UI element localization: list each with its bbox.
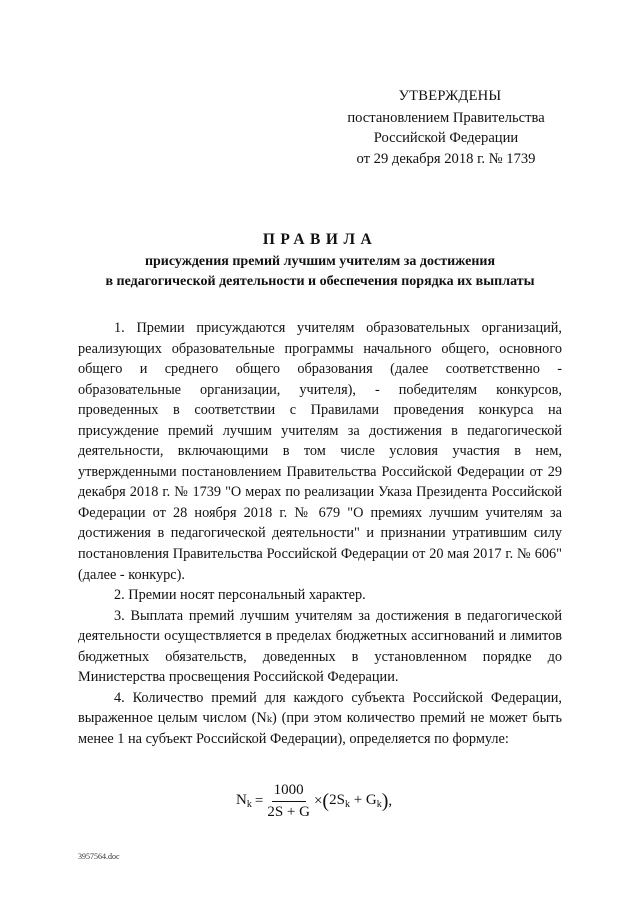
subtitle-line-1: присуждения премий лучшим учителям за достижения: [144, 254, 496, 269]
formula-term-2: + $G_k$: [349, 792, 382, 810]
footer-filename: 3957564.doc: [78, 852, 120, 861]
formula-equals: =: [254, 792, 264, 809]
approval-line-3: от 29 декабря 2018 г. № 1739: [356, 150, 536, 167]
document-subtitle: [60, 252, 580, 292]
approval-stamp: [330, 86, 562, 169]
formula-lhs: $N_k$: [236, 792, 252, 810]
document-title: ПРАВИЛА: [262, 231, 378, 248]
formula-denominator: 2S + G: [267, 803, 310, 820]
formula-numerator: 1000: [272, 782, 306, 802]
formula-term-1: $2S_k$: [329, 792, 350, 810]
approval-heading: УТВЕРЖДЕНЫ: [398, 88, 502, 104]
formula-times: ×: [313, 792, 323, 809]
formula: [236, 776, 392, 826]
formula-trailing: ,: [388, 792, 393, 809]
formula-fraction: [267, 782, 310, 821]
paragraph-1: 1. Премии присуждаются учителям образовательных организаций, реализующих образовательные программы начального общего, основного общего и среднего общего образования (далее соответственно - образовательные организации, учителя), - победителям конкурсов, проведенных в соответствии с Правилами проведения конкурса на присуждение премий лучшим учителям за достижения в педагогической деятельности, включающими в том числе условия участия в нем, утвержденными постановлением Правительства Российской Федерации от 29 декабря 2018 г. № 1739 "О мерах по реализации Указа Президента Российской Федерации от 28 ноября 2018 г. № 679 "О премиях лучшим учителям за достижения в педагогической деятельности" и признании утратившим силу постановления Правительства Российской Федерации от 20 мая 2017 г. № 606" (далее - конкурс).: [78, 320, 562, 583]
paragraph-3: 3. Выплата премий лучшим учителям за достижения в педагогической деятельности осуществляется в пределах бюджетных ассигнований и лимитов бюджетных обязательств, доведенных в установленном порядке до Министерства просвещения Российской Федерации.: [78, 607, 562, 686]
approval-line-2: Российской Федерации: [373, 130, 519, 146]
formula-open-paren: (: [322, 790, 330, 812]
subtitle-line-2: в педагогической деятельности и обеспечения порядка их выплаты: [105, 274, 535, 289]
approval-line-1: постановлением Правительства: [347, 109, 545, 126]
document-body: [78, 318, 562, 749]
paragraph-4: 4. Количество премий для каждого субъекта Российской Федерации, выраженное целым числом (Nₖ) (при этом количество премий не может быть менее 1 на субъект Российской Федерации), определяется по формуле:: [78, 689, 562, 747]
formula-close-paren: ): [381, 790, 389, 812]
paragraph-2: 2. Премии носят персональный характер.: [114, 587, 366, 604]
